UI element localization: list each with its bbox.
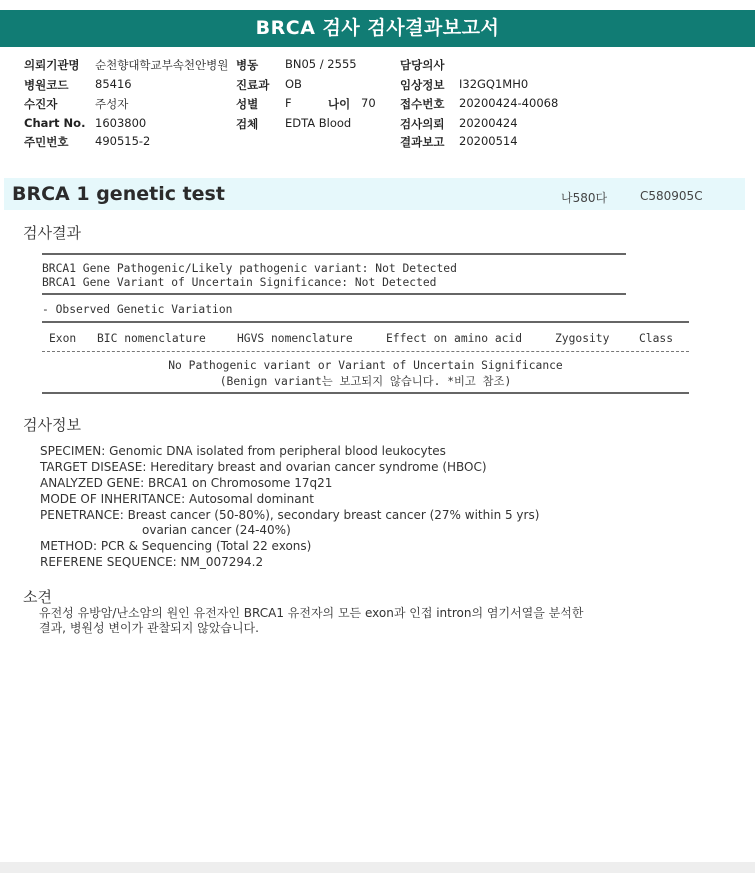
test-info-heading: 검사정보: [23, 416, 81, 434]
label-specimen: 검체: [236, 117, 259, 131]
value-request-date: 20200424: [459, 116, 518, 130]
value-requesting-institution: 순천향대학교부속천안병원: [95, 58, 229, 72]
label-resident-number: 주민번호: [24, 135, 69, 149]
info-target-disease: TARGET DISEASE: Hereditary breast and ovarian cancer syndrome (HBOC): [40, 460, 487, 474]
label-request-date: 검사의뢰: [400, 117, 445, 131]
value-ward: BN05 / 2555: [285, 57, 357, 71]
value-resident-number: 490515-2: [95, 134, 151, 148]
value-age: 70: [361, 96, 376, 110]
value-report-date: 20200514: [459, 134, 518, 148]
value-chart-no: 1603800: [95, 116, 147, 130]
label-report-date: 결과보고: [400, 135, 445, 149]
observed-variation-label: - Observed Genetic Variation: [42, 303, 233, 316]
value-specimen: EDTA Blood: [285, 116, 352, 130]
label-clinical-info: 임상정보: [400, 78, 445, 92]
label-physician: 담당의사: [400, 58, 445, 72]
divider: [42, 392, 689, 394]
report-title: BRCA 검사 검사결과보고서: [0, 10, 755, 47]
divider: [42, 351, 689, 352]
info-method: METHOD: PCR & Sequencing (Total 22 exons): [40, 539, 312, 553]
column-zygosity: Zygosity: [555, 332, 610, 345]
test-title-bar: [4, 178, 745, 210]
column-hgvs: HGVS nomenclature: [237, 332, 353, 345]
opinion-heading: 소견: [23, 588, 52, 606]
label-department: 진료과: [236, 78, 270, 92]
divider: [42, 253, 626, 255]
value-hospital-code: 85416: [95, 77, 132, 91]
info-row: [0, 96, 755, 112]
info-row: [0, 57, 755, 73]
info-penetrance: PENETRANCE: Breast cancer (50-80%), secondary breast cancer (27% within 5 yrs): [40, 508, 540, 522]
label-age: 나이: [328, 97, 351, 111]
info-penetrance-ovarian: ovarian cancer (24-40%): [142, 523, 291, 537]
label-patient-name: 수진자: [24, 97, 58, 111]
value-clinical-info: I32GQ1MH0: [459, 77, 529, 91]
info-analyzed-gene: ANALYZED GENE: BRCA1 on Chromosome 17q21: [40, 476, 333, 490]
value-department: OB: [285, 77, 302, 91]
label-hospital-code: 병원코드: [24, 78, 69, 92]
opinion-line-1: 유전성 유방암/난소암의 원인 유전자인 BRCA1 유전자의 모든 exon과 인접 intron의 염기서열을 분석한: [39, 606, 584, 620]
label-chart-no: Chart No.: [24, 116, 86, 130]
value-receipt-number: 20200424-40068: [459, 96, 559, 110]
test-title: BRCA 1 genetic test: [12, 183, 225, 205]
label-ward: 병동: [236, 58, 259, 72]
label-requesting-institution: 의뢰기관명: [24, 58, 80, 72]
opinion-line-2: 결과, 병원성 변이가 관찰되지 않았습니다.: [39, 621, 259, 635]
column-class: Class: [639, 332, 674, 345]
no-variant-message: No Pathogenic variant or Variant of Uncertain Significance: [168, 359, 563, 372]
benign-note: (Benign variant는 보고되지 않습니다. *비고 참조): [219, 375, 512, 388]
results-heading: 검사결과: [23, 224, 81, 242]
column-bic: BIC nomenclature: [97, 332, 206, 345]
divider: [42, 293, 626, 295]
info-row: [0, 77, 755, 93]
column-effect: Effect on amino acid: [386, 332, 523, 345]
label-receipt-number: 접수번호: [400, 97, 445, 111]
info-row: [0, 116, 755, 132]
value-sex: F: [285, 96, 292, 110]
divider: [42, 321, 689, 323]
result-line-vus: BRCA1 Gene Variant of Uncertain Significance: Not Detected: [42, 276, 437, 289]
info-reference-sequence: REFERENE SEQUENCE: NM_007294.2: [40, 555, 264, 569]
value-patient-name: 주성자: [95, 97, 129, 111]
info-row: [0, 134, 755, 150]
column-exon: Exon: [49, 332, 77, 345]
test-code: C580905C: [640, 189, 703, 203]
info-specimen: SPECIMEN: Genomic DNA isolated from peripheral blood leukocytes: [40, 444, 446, 458]
label-sex: 성별: [236, 97, 259, 111]
result-line-pathogenic: BRCA1 Gene Pathogenic/Likely pathogenic variant: Not Detected: [42, 262, 457, 275]
test-code-korean: 나580다: [561, 191, 608, 205]
info-inheritance: MODE OF INHERITANCE: Autosomal dominant: [40, 492, 314, 506]
page-footer-band: [0, 862, 755, 873]
